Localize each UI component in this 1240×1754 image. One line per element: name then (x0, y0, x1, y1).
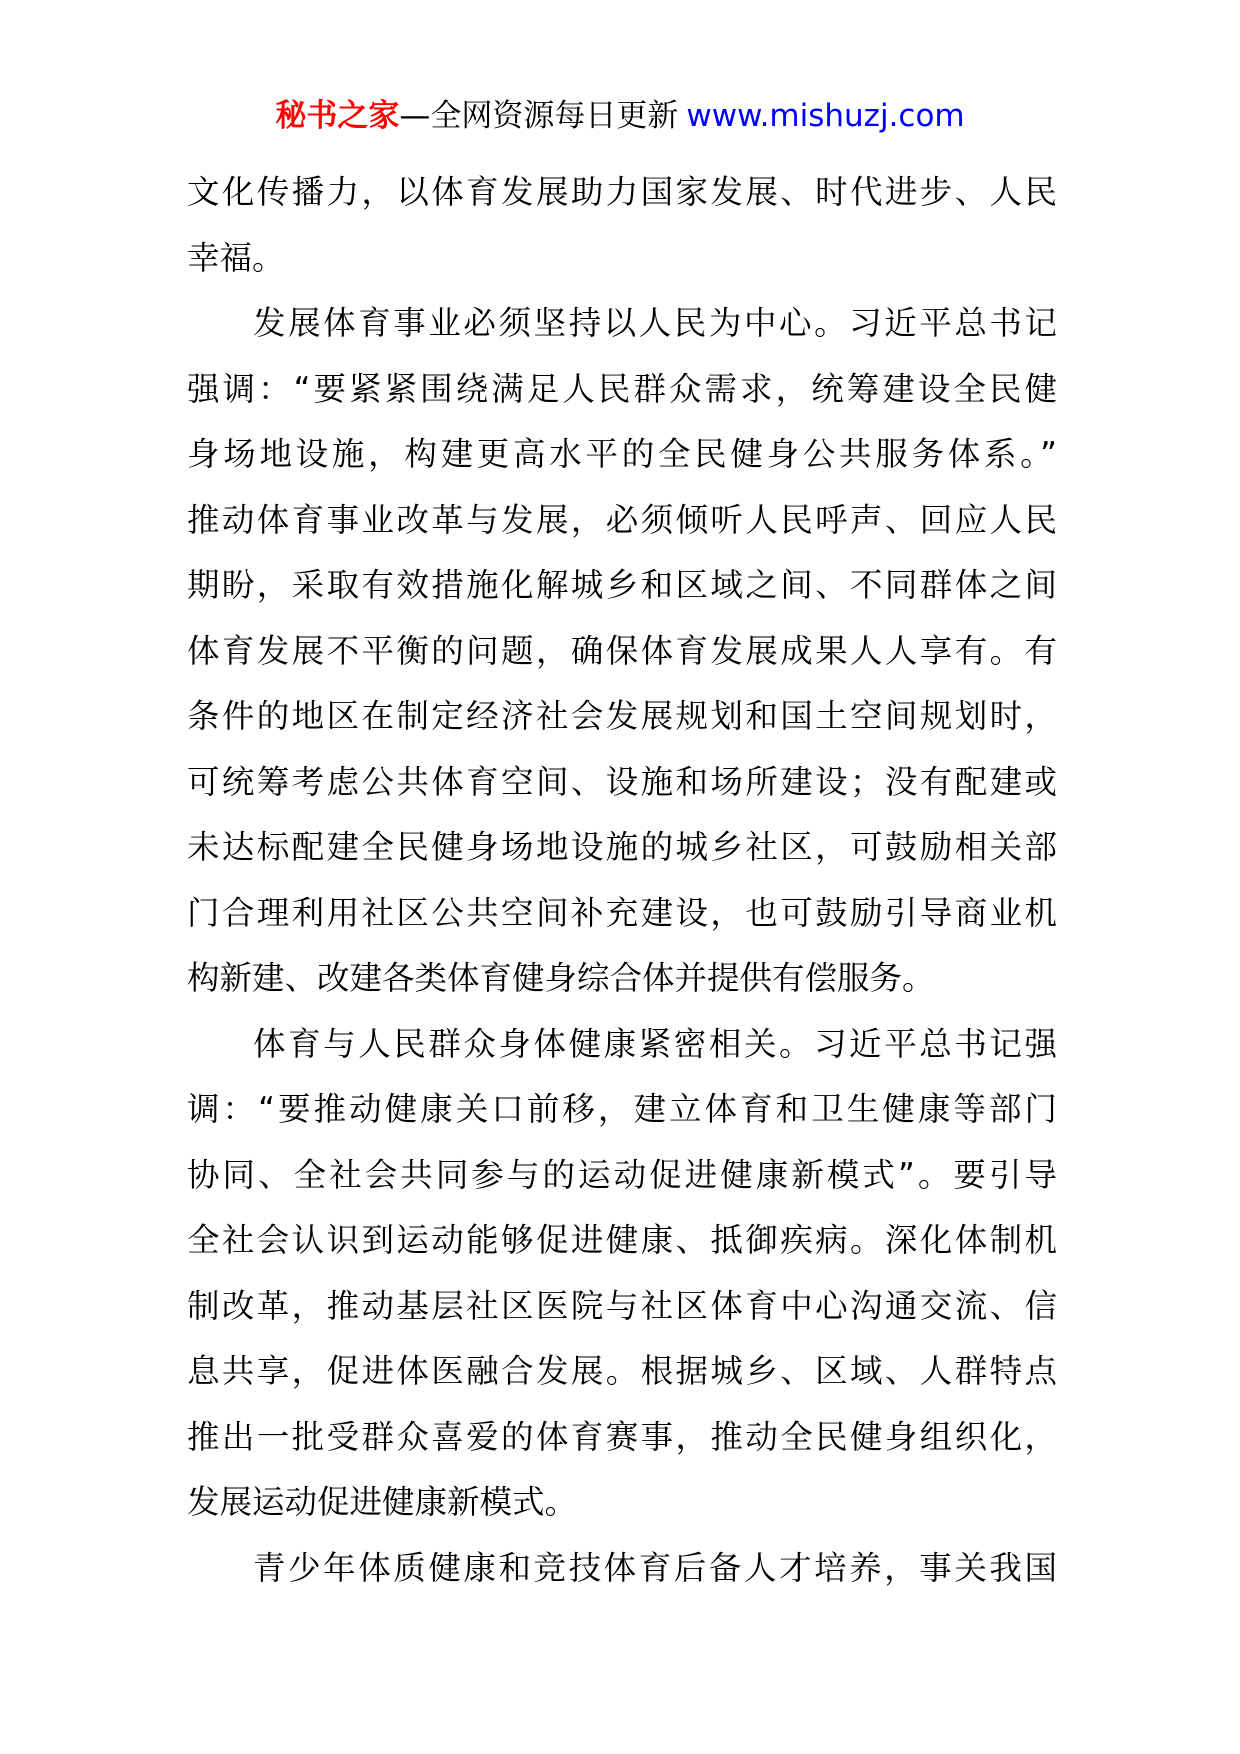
text-line: 调：“要推动健康关口前移，建立体育和卫生健康等部门 (187, 1090, 1057, 1128)
text-line: 期盼，采取有效措施化解城乡和区域之间、不同群体之间 (187, 566, 1057, 604)
text-line: 发展体育事业必须坚持以人民为中心。习近平总书记 (253, 304, 1057, 342)
text-line: 推动体育事业改革与发展，必须倾听人民呼声、回应人民 (187, 500, 1057, 539)
text-line: 青少年体质健康和竞技体育后备人才培养，事关我国 (253, 1548, 1057, 1587)
document-body (187, 160, 1057, 1601)
text-line: 身场地设施，构建更高水平的全民健身公共服务体系。” (187, 435, 1057, 473)
text-line: 可统筹考虑公共体育空间、设施和场所建设；没有配建或 (187, 762, 1057, 801)
text-line: 推出一批受群众喜爱的体育赛事，推动全民健身组织化， (187, 1417, 1057, 1456)
text-line: 体育发展不平衡的问题，确保体育发展成果人人享有。有 (187, 631, 1057, 670)
text-line: 幸福。 (187, 238, 285, 277)
text-line: 强调：“要紧紧围绕满足人民群众需求，统筹建设全民健 (187, 369, 1057, 408)
text-line: 未达标配建全民健身场地设施的城乡社区，可鼓励相关部 (187, 828, 1057, 866)
site-url[interactable]: www.mishuzj.com (686, 98, 965, 134)
text-line: 文化传播力，以体育发展助力国家发展、时代进步、人民 (187, 173, 1057, 211)
text-line: 门合理利用社区公共空间补充建设，也可鼓励引导商业机 (187, 893, 1057, 932)
text-line: 息共享，促进体医融合发展。根据城乡、区域、人群特点 (187, 1352, 1057, 1390)
text-line: 条件的地区在制定经济社会发展规划和国土空间规划时， (187, 697, 1057, 735)
text-line: 协同、全社会共同参与的运动促进健康新模式”。要引导 (187, 1155, 1057, 1194)
text-line: 全社会认识到运动能够促进健康、抵御疾病。深化体制机 (187, 1221, 1057, 1259)
text-line: 制改革，推动基层社区医院与社区体育中心沟通交流、信 (187, 1286, 1057, 1325)
header-tagline: —全网资源每日更新 (399, 98, 679, 134)
text-line: 发展运动促进健康新模式。 (187, 1483, 578, 1521)
text-line: 构新建、改建各类体育健身综合体并提供有偿服务。 (187, 959, 935, 997)
text-line: 体育与人民群众身体健康紧密相关。习近平总书记强 (253, 1024, 1057, 1063)
brand-name: 秘书之家 (275, 98, 400, 134)
page-header (0, 96, 1240, 136)
